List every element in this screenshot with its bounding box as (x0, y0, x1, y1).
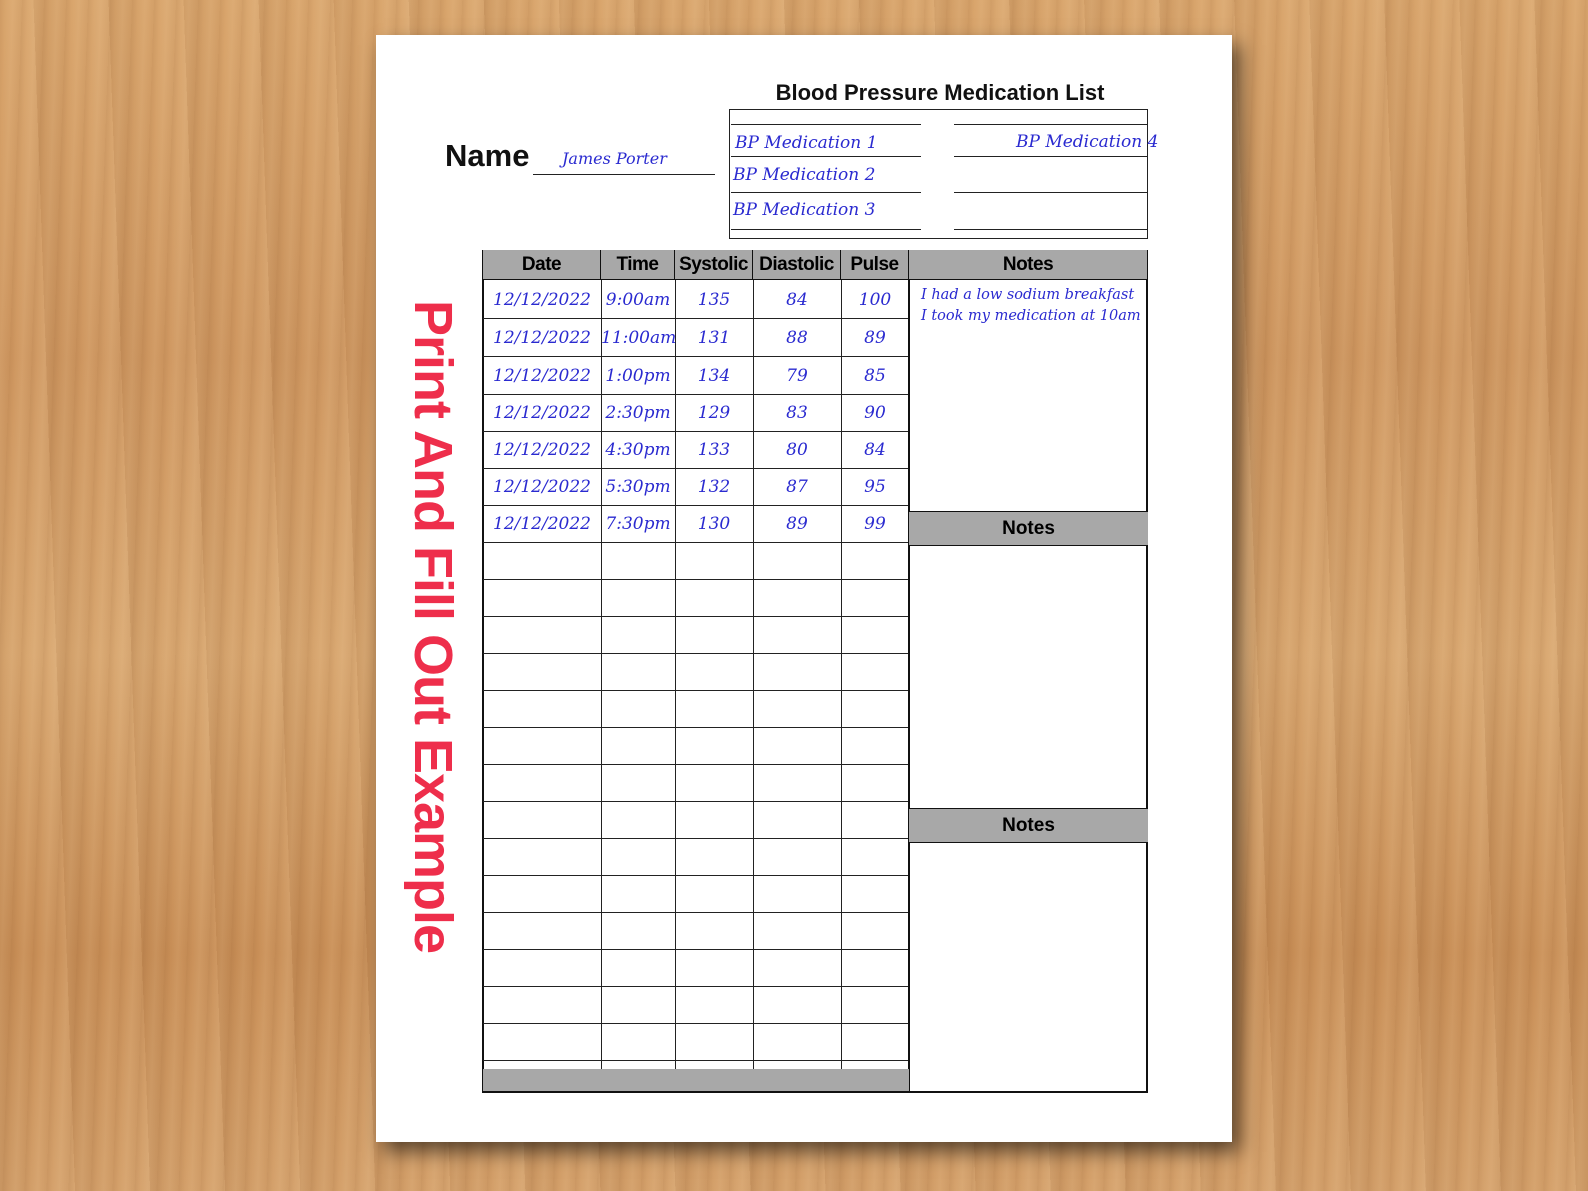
side-label (403, 300, 468, 1020)
cell-pulse: 100 (858, 290, 892, 310)
name-underline (533, 174, 715, 175)
name-label: Name (445, 138, 530, 173)
cell-systolic: 135 (697, 290, 731, 310)
header-date: Date (483, 250, 601, 280)
medication-line (954, 156, 1147, 157)
cell-pulse: 84 (864, 440, 886, 460)
cell-time: 1:00pm (605, 366, 671, 386)
cell-systolic: 130 (697, 514, 731, 534)
grid-row-line (483, 764, 908, 765)
cell-pulse: 85 (864, 366, 886, 386)
cell-systolic: 132 (697, 477, 731, 497)
name-value: James Porter (562, 149, 667, 168)
cell-pulse: 89 (864, 328, 886, 348)
grid-row-line (483, 875, 908, 876)
cell-systolic: 134 (697, 366, 731, 386)
cell-diastolic: 79 (786, 366, 808, 386)
cell-diastolic: 89 (786, 514, 808, 534)
cell-pulse: 99 (864, 514, 886, 534)
side-label-text: Print And Fill Out Example (403, 300, 463, 954)
grid-row-line (483, 801, 908, 802)
cell-diastolic: 83 (786, 403, 808, 423)
cell-time: 11:00am (601, 328, 677, 348)
grid-row-line (483, 468, 908, 469)
cell-time: 9:00am (605, 290, 671, 310)
cell-pulse: 95 (864, 477, 886, 497)
grid-column-line (753, 280, 754, 1091)
note-line: I had a low sodium breakfast (921, 287, 1135, 303)
medication-item: BP Medication 3 (733, 200, 876, 220)
medication-line (954, 229, 1147, 230)
cell-time: 5:30pm (605, 477, 671, 497)
grid-row-line (483, 1023, 908, 1024)
grid-row-line (483, 727, 908, 728)
grid-row-line (483, 690, 908, 691)
grid-row-line (483, 394, 908, 395)
grid-row-line (483, 356, 908, 357)
medication-item: BP Medication 2 (733, 165, 876, 185)
medication-list-title: Blood Pressure Medication List (775, 80, 1105, 105)
cell-date: 12/12/2022 (493, 514, 591, 534)
header-pulse: Pulse (841, 250, 909, 280)
grid-row-line (483, 949, 908, 950)
header-notes: Notes (909, 250, 1147, 280)
cell-date: 12/12/2022 (493, 477, 591, 497)
notes-section-header: Notes (909, 808, 1148, 843)
cell-time: 4:30pm (605, 440, 671, 460)
medication-line (731, 156, 921, 157)
table-footer-bar (483, 1069, 909, 1091)
cell-diastolic: 87 (786, 477, 808, 497)
medication-line (954, 192, 1147, 193)
medication-line (731, 229, 921, 230)
cell-time: 2:30pm (605, 403, 671, 423)
header-systolic: Systolic (675, 250, 753, 280)
grid-column-line (675, 280, 676, 1091)
cell-diastolic: 84 (786, 290, 808, 310)
grid-row-line (483, 838, 908, 839)
cell-pulse: 90 (864, 403, 886, 423)
grid-column-line (601, 280, 602, 1091)
grid-row-line (483, 616, 908, 617)
header-diastolic: Diastolic (753, 250, 841, 280)
grid-column-line (841, 280, 842, 1091)
cell-date: 12/12/2022 (493, 440, 591, 460)
note-line: I took my medication at 10am (921, 308, 1141, 324)
cell-time: 7:30pm (605, 514, 671, 534)
grid-row-line (483, 912, 908, 913)
grid-row-line (483, 579, 908, 580)
notes-section-header: Notes (909, 511, 1148, 546)
cell-date: 12/12/2022 (493, 366, 591, 386)
medication-item: BP Medication 4 (1016, 132, 1159, 152)
grid-row-line (483, 318, 908, 319)
medication-line (731, 192, 921, 193)
grid-row-line (483, 542, 908, 543)
cell-date: 12/12/2022 (493, 403, 591, 423)
cell-diastolic: 88 (786, 328, 808, 348)
medication-line (731, 124, 921, 125)
grid-row-line (483, 653, 908, 654)
cell-diastolic: 80 (786, 440, 808, 460)
cell-systolic: 129 (697, 403, 731, 423)
grid-row-line (483, 505, 908, 506)
header-time: Time (601, 250, 675, 280)
medication-item: BP Medication 1 (735, 133, 878, 153)
grid-column-line (908, 280, 910, 1091)
cell-systolic: 131 (697, 328, 731, 348)
cell-systolic: 133 (697, 440, 731, 460)
medication-line (954, 124, 1147, 125)
cell-date: 12/12/2022 (493, 328, 591, 348)
grid-row-line (483, 1060, 908, 1061)
cell-date: 12/12/2022 (493, 290, 591, 310)
grid-row-line (483, 431, 908, 432)
grid-row-line (483, 986, 908, 987)
